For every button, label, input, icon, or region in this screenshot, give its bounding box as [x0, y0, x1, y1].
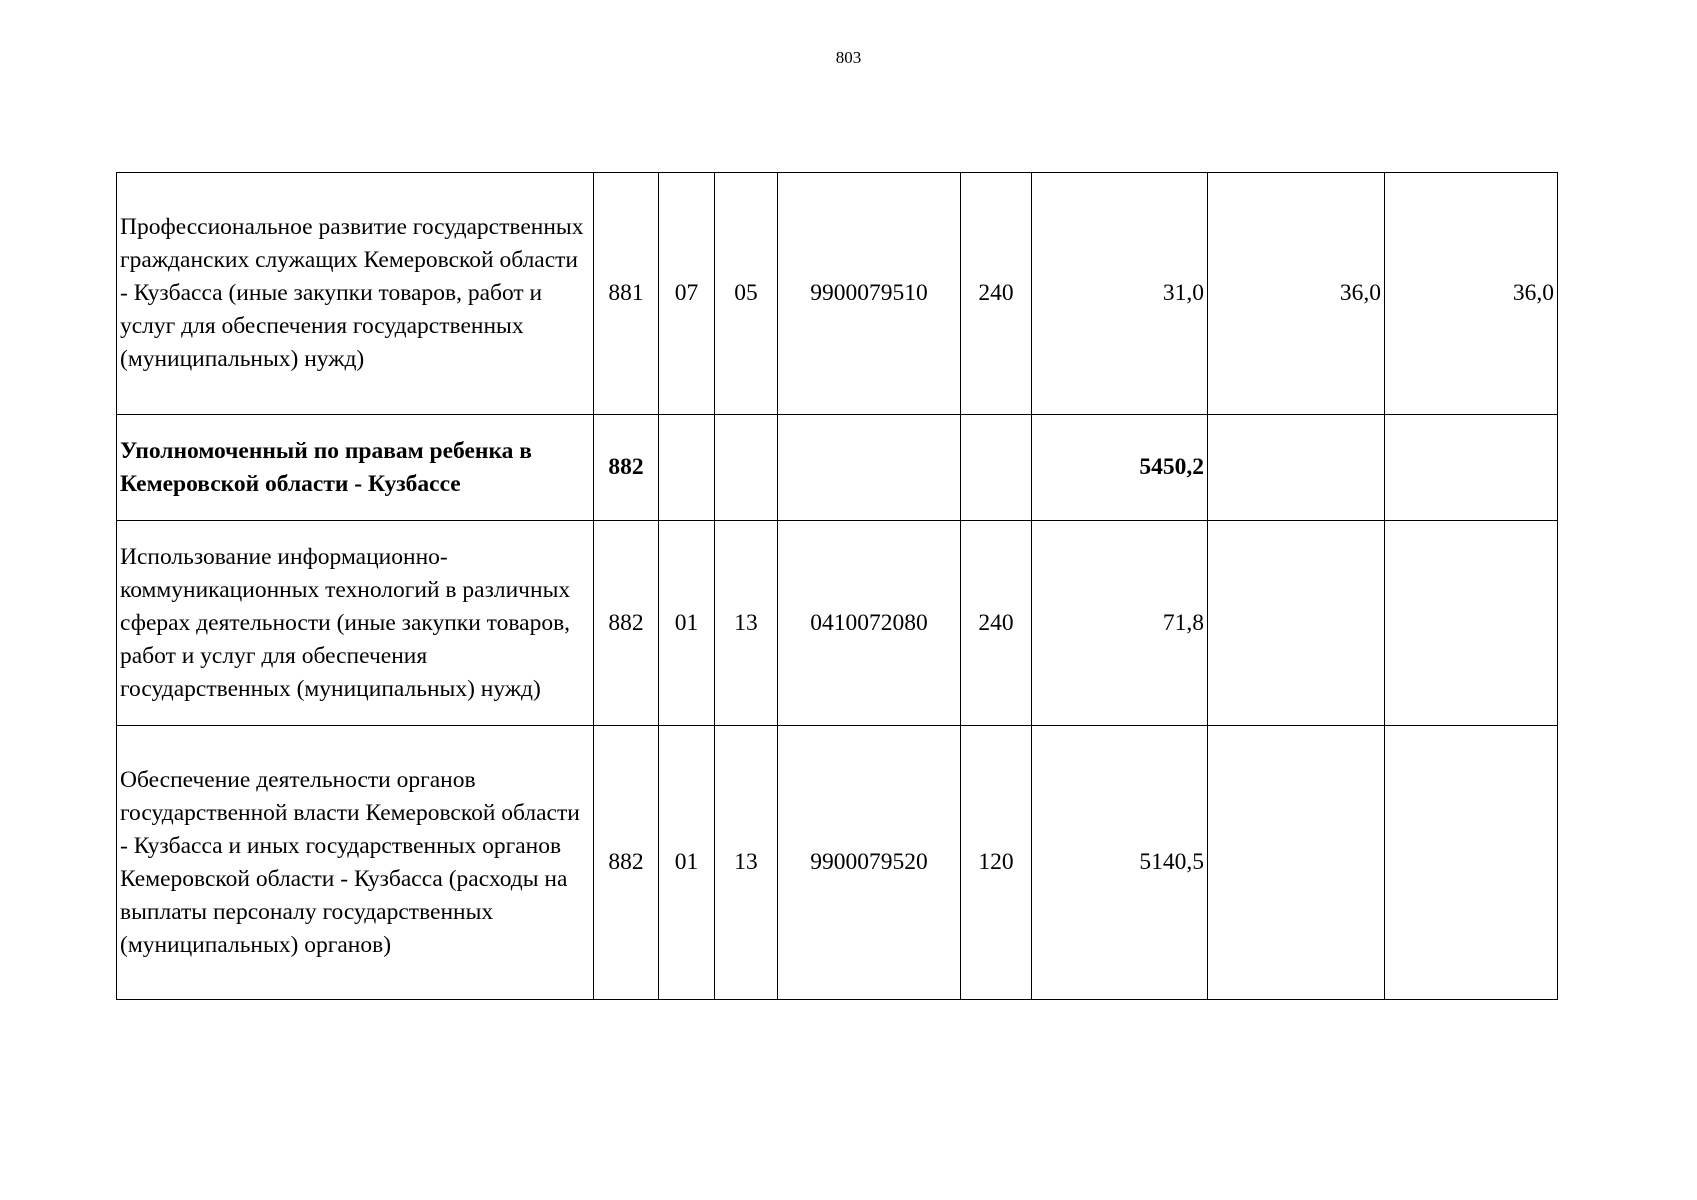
row-target-article: 9900079510 — [778, 173, 961, 415]
row-target-article: 0410072080 — [778, 521, 961, 726]
row-subsection-code: 13 — [715, 521, 778, 726]
row-amount-1: 31,0 — [1032, 173, 1208, 415]
row-amount-2: 36,0 — [1208, 173, 1385, 415]
row-amount-1: 71,8 — [1032, 521, 1208, 726]
row-expense-type — [961, 415, 1032, 521]
row-description: Профессиональное развитие государственных гражданских служащих Кемеровской области - Кузбасса (иные закупки товаров, работ и услуг для обеспечения государственных (муниципальных) нужд) — [117, 173, 594, 415]
row-amount-2 — [1208, 521, 1385, 726]
row-amount-1: 5450,2 — [1032, 415, 1208, 521]
row-description: Использование информационно-коммуникационных технологий в различных сферах деятельности (иные закупки товаров, работ и услуг для обеспечения государственных (муниципальных) нужд) — [117, 521, 594, 726]
row-expense-type: 240 — [961, 173, 1032, 415]
row-subsection-code — [715, 415, 778, 521]
budget-table — [116, 172, 1558, 1000]
row-amount-2 — [1208, 726, 1385, 1000]
row-expense-type: 120 — [961, 726, 1032, 1000]
row-amount-2 — [1208, 415, 1385, 521]
row-description: Уполномоченный по правам ребенка в Кемеровской области - Кузбассе — [117, 415, 594, 521]
row-section-code: 07 — [659, 173, 715, 415]
row-target-article — [778, 415, 961, 521]
row-ministry-code: 882 — [594, 726, 659, 1000]
row-subsection-code: 05 — [715, 173, 778, 415]
table-row — [117, 521, 1558, 726]
row-section-code: 01 — [659, 521, 715, 726]
table-row — [117, 173, 1558, 415]
row-section-code — [659, 415, 715, 521]
row-amount-3 — [1385, 521, 1558, 726]
row-subsection-code: 13 — [715, 726, 778, 1000]
row-ministry-code: 882 — [594, 415, 659, 521]
row-amount-3: 36,0 — [1385, 173, 1558, 415]
page-number: 803 — [835, 48, 862, 67]
row-amount-3 — [1385, 415, 1558, 521]
table-row — [117, 415, 1558, 521]
row-ministry-code: 881 — [594, 173, 659, 415]
row-section-code: 01 — [659, 726, 715, 1000]
row-amount-1: 5140,5 — [1032, 726, 1208, 1000]
row-expense-type: 240 — [961, 521, 1032, 726]
row-amount-3 — [1385, 726, 1558, 1000]
row-description: Обеспечение деятельности органов государственной власти Кемеровской области - Кузбасса и иных государственных органов Кемеровской области - Кузбасса (расходы на выплаты персоналу государственных (муниципальных) органов) — [117, 726, 594, 1000]
table-row — [117, 726, 1558, 1000]
row-target-article: 9900079520 — [778, 726, 961, 1000]
row-ministry-code: 882 — [594, 521, 659, 726]
